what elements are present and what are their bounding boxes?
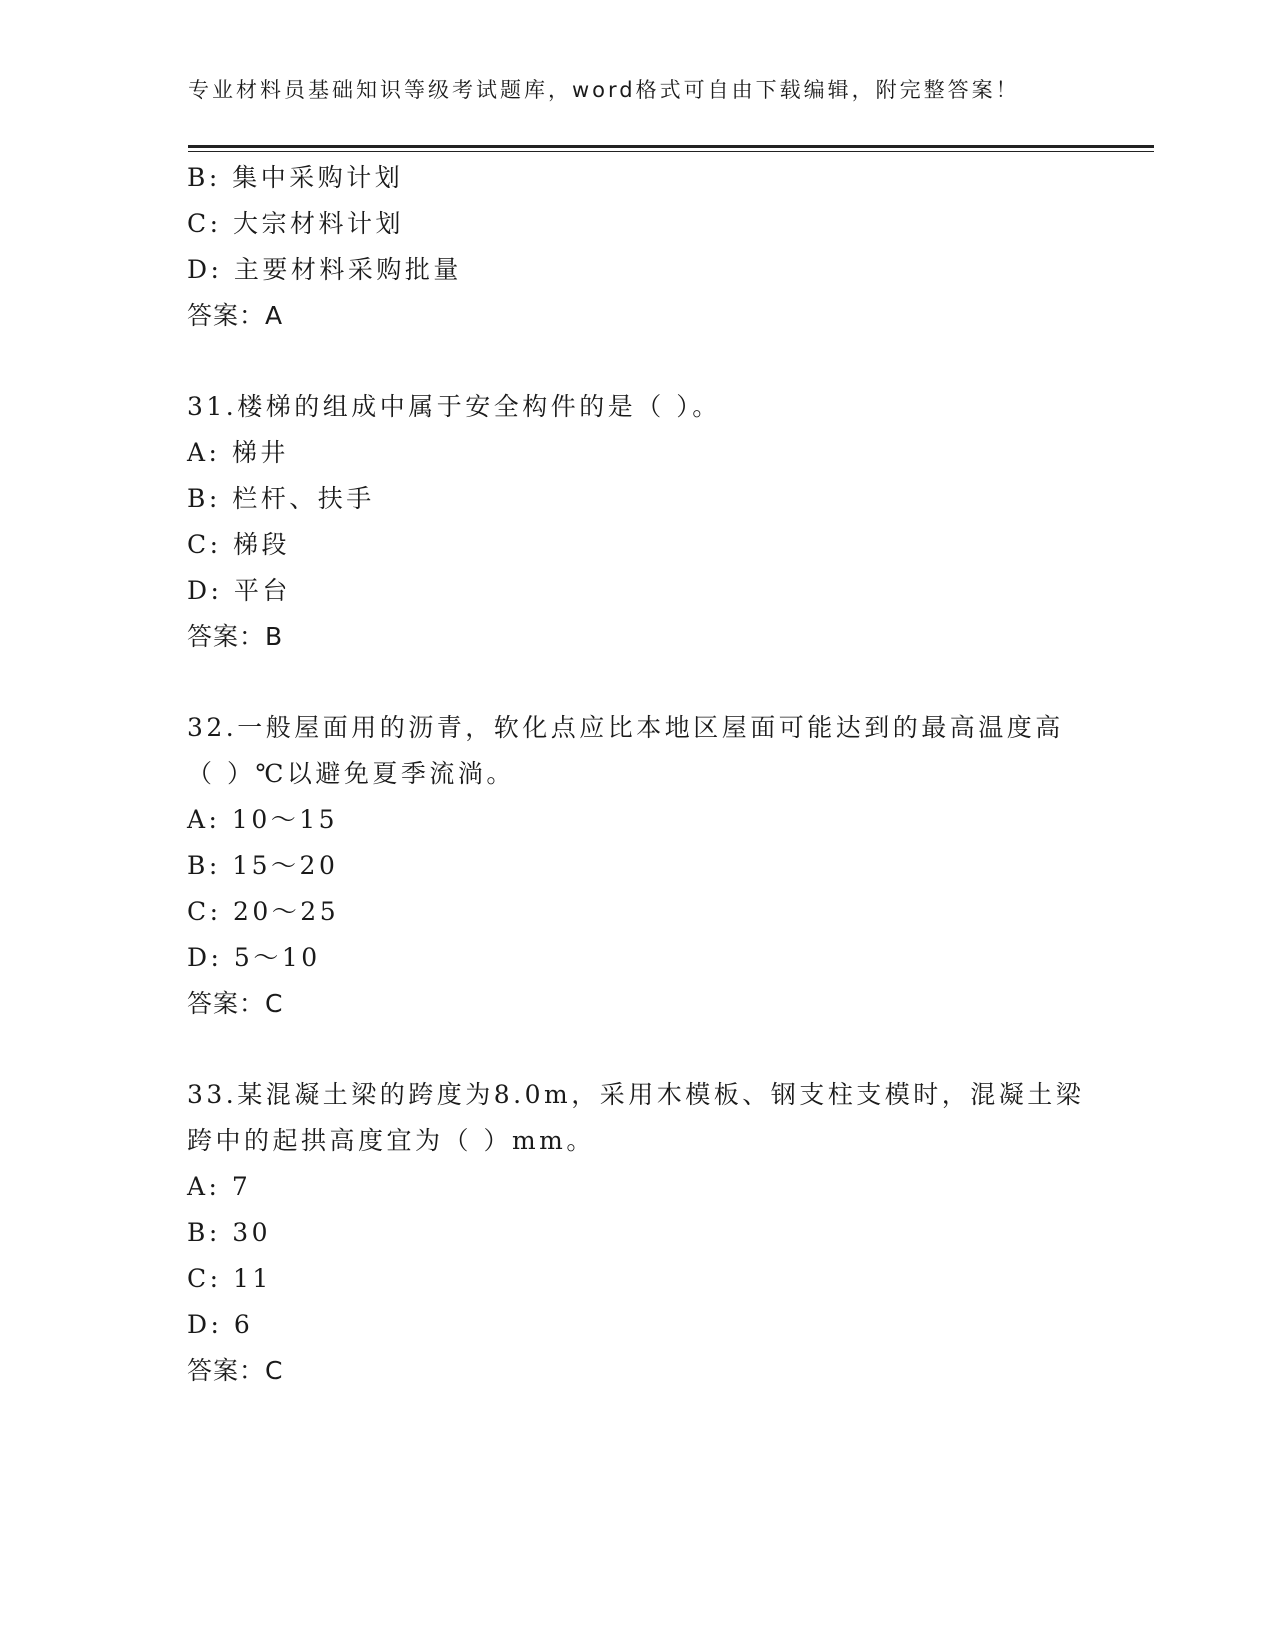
option-a: A: 7	[187, 1172, 252, 1201]
question-32	[187, 705, 1087, 1027]
option-a: A: 梯井	[187, 438, 289, 467]
question-33	[187, 1072, 1087, 1394]
option-b: B: 集中采购计划	[187, 163, 404, 192]
option-d: D: 6	[187, 1310, 254, 1339]
option-b: B: 30	[187, 1218, 272, 1247]
header-rule-thick	[188, 145, 1154, 148]
option-d: D: 5～10	[187, 943, 321, 972]
spacer	[187, 1027, 1087, 1072]
option-d: D: 主要材料采购批量	[187, 255, 462, 284]
question-stem-continued: （ ）℃以避免夏季流淌。	[187, 759, 515, 788]
option-c: C: 20～25	[187, 897, 340, 926]
question-list	[187, 155, 1087, 1394]
option-c: C: 梯段	[187, 530, 290, 559]
header-rule-thin	[188, 151, 1154, 152]
header-text: 专业材料员基础知识等级考试题库，word格式可自由下载编辑，附完整答案！	[188, 78, 1020, 102]
question-stem: 32.一般屋面用的沥青，软化点应比本地区屋面可能达到的最高温度高	[187, 713, 1064, 742]
option-a: A: 10～15	[187, 805, 339, 834]
question-stem: 33.某混凝土梁的跨度为8.0m，采用木模板、钢支柱支模时，混凝土梁	[187, 1080, 1085, 1109]
option-d: D: 平台	[187, 576, 291, 605]
option-c: C: 大宗材料计划	[187, 209, 404, 238]
question-31	[187, 384, 1087, 660]
answer-line: 答案：C	[187, 1356, 284, 1385]
answer-line: 答案：A	[187, 301, 284, 330]
question-stem-continued: 跨中的起拱高度宜为（ ）mm。	[187, 1126, 595, 1155]
answer-line: 答案：C	[187, 989, 284, 1018]
option-b: B: 栏杆、扶手	[187, 484, 375, 513]
previous-question-continuation	[187, 155, 1087, 339]
spacer	[187, 339, 1087, 384]
question-stem: 31.楼梯的组成中属于安全构件的是（ ）。	[187, 392, 721, 421]
option-b: B: 15～20	[187, 851, 339, 880]
answer-line: 答案：B	[187, 622, 284, 651]
option-c: C: 11	[187, 1264, 272, 1293]
spacer	[187, 660, 1087, 705]
